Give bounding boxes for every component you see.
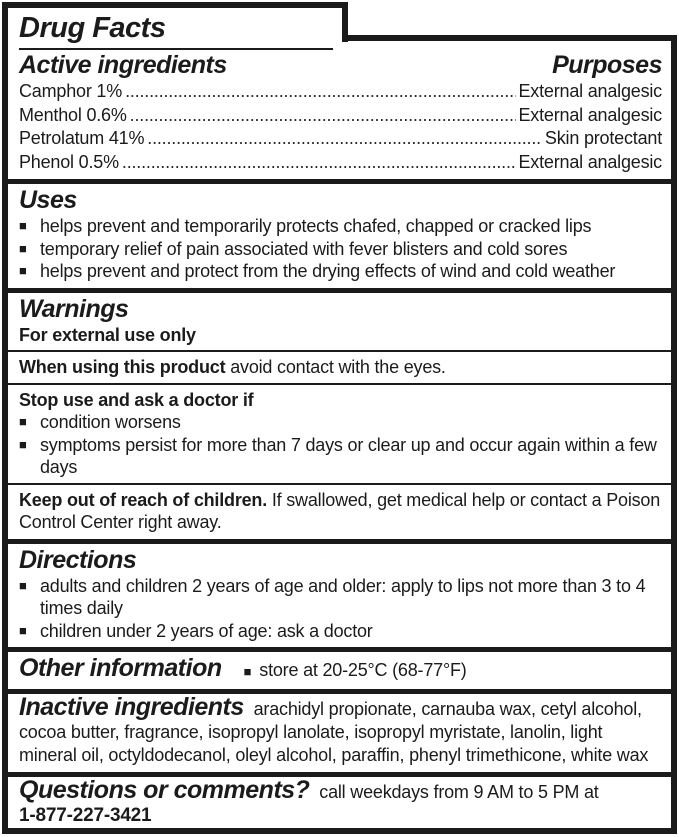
list-item-text: condition worsens	[40, 412, 181, 432]
inactive-ingredients-paragraph	[19, 692, 662, 767]
ingredient-name: Phenol 0.5%	[19, 151, 119, 172]
keep-out-of-reach-statement	[19, 489, 662, 534]
list-item	[19, 215, 662, 238]
section-directions	[8, 544, 671, 648]
questions-paragraph	[19, 775, 662, 804]
bullet-square-icon: ■	[19, 240, 27, 256]
bullet-square-icon: ■	[19, 436, 27, 452]
bullet-square-icon: ■	[19, 218, 27, 233]
title-underline	[19, 48, 333, 50]
section-questions	[8, 777, 671, 829]
bullet-square-icon: ■	[243, 664, 252, 679]
list-item	[19, 620, 662, 643]
ingredient-name: Camphor 1%	[19, 81, 123, 101]
keep-out-of-reach-bold: Keep out of reach of children.	[19, 489, 268, 510]
list-item-text: temporary relief of pain associated with fever blisters and cold sores	[40, 238, 568, 259]
list-item	[19, 575, 662, 620]
ingredient-row	[19, 151, 662, 175]
ingredient-purpose: External analgesic	[518, 104, 662, 125]
external-use-statement: For external use only	[19, 324, 196, 345]
active-ingredients-heading: Active ingredients	[19, 51, 227, 79]
list-item	[19, 411, 662, 434]
warnings-heading: Warnings	[19, 294, 129, 323]
ingredient-row	[19, 80, 662, 104]
purposes-heading: Purposes	[552, 51, 662, 79]
questions-heading: Questions or comments?	[19, 775, 310, 804]
ingredient-name: Petrolatum 41%	[19, 128, 145, 148]
ingredient-row	[19, 127, 662, 151]
active-ingredients-header-row	[19, 51, 662, 80]
list-item-text: adults and children 2 years of age and older: apply to lips not more than 3 to 4 times daily	[40, 575, 646, 618]
list-item	[19, 260, 662, 283]
subsection-divider	[8, 483, 671, 485]
inactive-ingredients-heading: Inactive ingredients	[19, 692, 244, 721]
when-using-statement	[19, 356, 662, 379]
section-inactive-ingredients	[8, 694, 671, 772]
stop-use-heading: Stop use and ask a doctor if	[19, 389, 254, 410]
dot-leader	[122, 151, 516, 175]
subsection-divider	[8, 383, 671, 385]
section-warnings	[8, 293, 671, 539]
subsection-divider	[8, 350, 671, 352]
section-uses	[8, 184, 671, 288]
bullet-square-icon: ■	[19, 622, 27, 638]
ingredient-purpose: External analgesic	[518, 151, 662, 172]
dot-leader	[147, 127, 542, 151]
directions-heading: Directions	[19, 545, 137, 574]
bullet-square-icon: ■	[19, 414, 27, 429]
ingredient-row	[19, 104, 662, 128]
label-content	[8, 8, 671, 828]
other-information-heading: Other information	[19, 654, 222, 682]
inactive-ingredients-list: arachidyl propionate, carnauba wax, cetyl alcohol, cocoa butter, fragrance, isopropyl lanolate, isopropyl myristate, lanolin, light mineral oil, octyldodecanol, oleyl alcohol, paraffin, phenyl trimethicone, white wax	[19, 698, 649, 765]
ingredient-purpose: External analgesic	[518, 81, 662, 101]
dot-leader	[125, 80, 515, 104]
list-item	[19, 238, 662, 261]
questions-text: call weekdays from 9 AM to 5 PM at	[319, 781, 599, 802]
storage-statement: store at 20-25°C (68-77°F)	[259, 660, 467, 680]
list-item-text: symptoms persist for more than 7 days or clear up and occur again within a few days	[40, 434, 657, 477]
page-title: Drug Facts	[19, 12, 166, 44]
list-item-text: helps prevent and temporarily protects chafed, chapped or cracked lips	[40, 216, 592, 236]
when-using-text: avoid contact with the eyes.	[230, 357, 446, 377]
when-using-bold: When using this product	[19, 357, 226, 377]
phone-number: 1-877-227-3421	[19, 804, 152, 826]
uses-heading: Uses	[19, 186, 77, 214]
ingredient-name: Menthol 0.6%	[19, 104, 127, 125]
section-active-ingredients	[8, 8, 671, 179]
ingredient-purpose: Skin protectant	[544, 128, 662, 148]
list-item-text: helps prevent and protect from the drying effects of wind and cold weather	[40, 261, 616, 281]
bullet-square-icon: ■	[19, 263, 27, 278]
keep-out-of-reach-text: If swallowed, get medical help or contact a Poison Control Center right away.	[19, 489, 661, 532]
bullet-square-icon: ■	[19, 577, 27, 593]
list-item	[19, 434, 662, 479]
list-item-text: children under 2 years of age: ask a doctor	[40, 620, 373, 641]
other-information-row	[19, 654, 662, 684]
section-other-information	[8, 652, 671, 689]
dot-leader	[130, 104, 516, 128]
